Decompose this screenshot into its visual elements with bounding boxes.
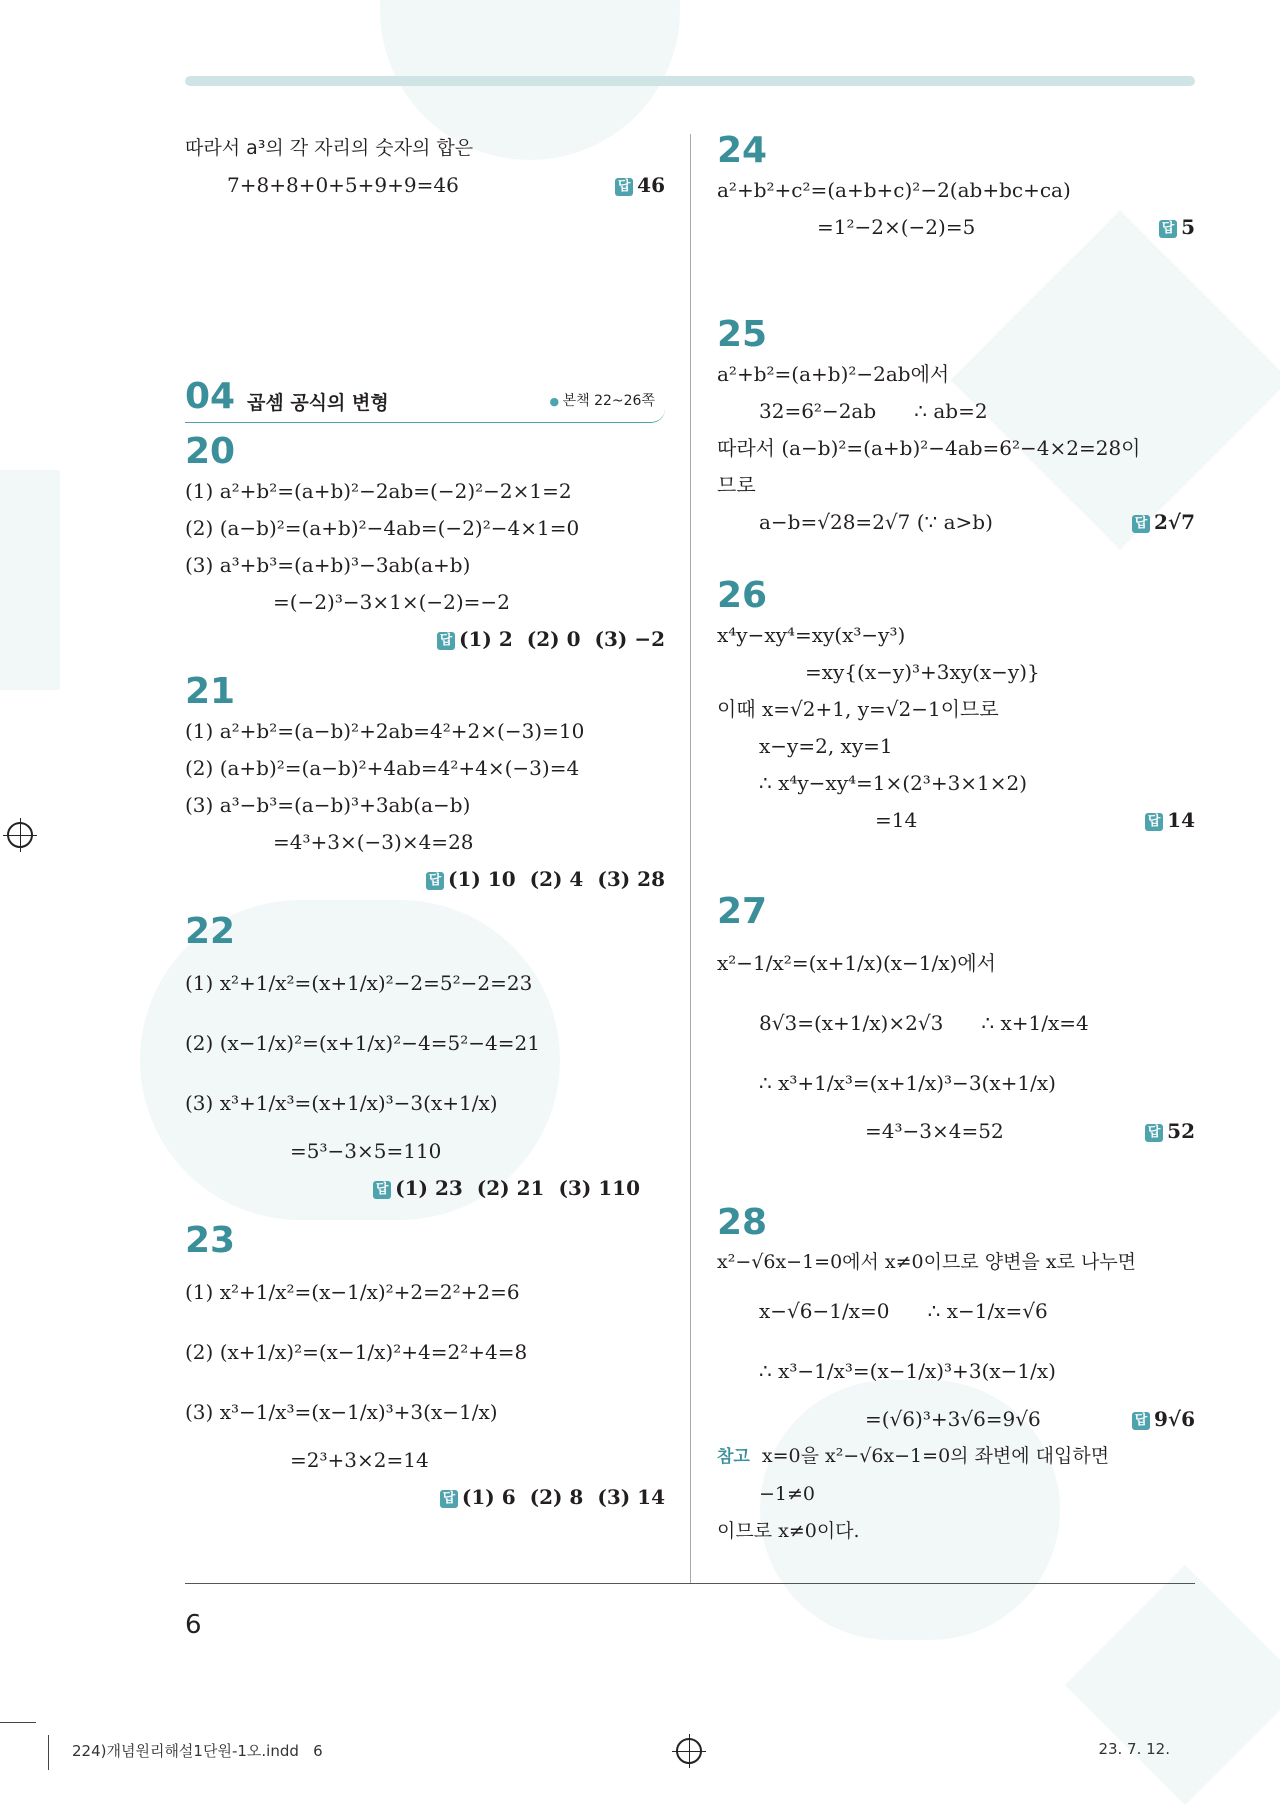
answer-value: (1) 2 [459,627,513,651]
answer-value: (3) −2 [594,627,665,651]
page-number: 6 [185,1610,202,1640]
solution-line: (2) (a+b)²=(a−b)²+4ab=4²+4×(−3)=4 [185,756,580,780]
answer-value: (2) 21 [476,1176,545,1200]
answer-value: (1) 6 [461,1485,516,1509]
solution-line-with-answer [717,209,1195,246]
right-column [717,130,1195,1550]
problem-number: 28 [717,1202,768,1243]
problem-number: 26 [717,575,768,616]
answer-badge: 답 [1132,1412,1150,1430]
crop-mark [48,1735,49,1770]
solution-line: x−√6−1/x=0 ∴ x−1/x=√6 [759,1299,1048,1323]
solution-expr: =(√6)³+3√6=9√6 [865,1407,1041,1431]
answer [1159,209,1195,246]
answer-badge: 답 [1132,515,1150,533]
solution-line: a²+b²+c²=(a+b+c)²−2(ab+bc+ca) [717,178,1071,202]
answer-badge: 답 [440,1490,458,1508]
answer-badge: 답 [373,1181,391,1199]
section-header [185,374,665,423]
solution-line: ∴ x³−1/x³=(x−1/x)³+3(x−1/x) [759,1359,1056,1383]
problem-number: 20 [185,431,236,472]
answer [185,1170,640,1206]
registration-mark-icon [676,1738,702,1764]
answer [1132,504,1195,541]
solution-line: ∴ x⁴y−xy⁴=1×(2³+3×1×2) [759,771,1028,795]
watermark-shape [0,470,60,690]
problem-number: 22 [185,911,236,952]
solution-expr: =4³−3×4=52 [865,1119,1004,1143]
answer [185,621,665,657]
solution-expr: =1²−2×(−2)=5 [817,215,976,239]
answer [185,1479,665,1515]
registration-mark-icon [7,822,33,848]
solution-expr: a−b=√28=2√7 (∵ a>b) [759,510,993,534]
answer-value: 52 [1167,1119,1195,1143]
solution-line-with-answer [717,802,1195,839]
solution-line: (3) a³−b³=(a−b)³+3ab(a−b) [185,793,471,817]
solution-line: =2³+3×2=14 [290,1448,429,1472]
solution-line: (1) a²+b²=(a−b)²+2ab=4²+2×(−3)=10 [185,719,585,743]
answer-value: (2) 0 [526,627,581,651]
solution-line: ∴ x³+1/x³=(x+1/x)³−3(x+1/x) [759,1071,1056,1095]
footer-filename: 224)개념원리해설1단원-1오.indd 6 [72,1742,323,1760]
solution-line: (2) (x−1/x)²=(x+1/x)²−4=5²−4=21 [185,1031,540,1055]
answer-value: 46 [637,173,665,197]
answer-value: (2) 8 [529,1485,584,1509]
intro-text: 따라서 a³의 각 자리의 숫자의 합은 [185,137,474,159]
column-divider [690,134,691,1584]
answer [1145,1113,1195,1150]
section-number: 04 [185,376,236,417]
solution-line: 8√3=(x+1/x)×2√3 ∴ x+1/x=4 [759,1011,1089,1035]
solution-line: x²−1/x²=(x+1/x)(x−1/x)에서 [717,951,996,975]
answer-value: (3) 14 [597,1485,665,1509]
solution-line: =5³−3×5=110 [290,1139,442,1163]
answer-value: (1) 10 [447,867,516,891]
solution-line-with-answer [717,504,1195,541]
solution-line: =(−2)³−3×1×(−2)=−2 [273,590,510,614]
solution-line: 따라서 (a−b)²=(a+b)²−4ab=6²−4×2=28이 [717,436,1141,460]
answer-badge: 답 [437,632,455,650]
answer [1132,1401,1195,1438]
watermark-shape [1065,1565,1280,1805]
solution-line: 므로 [717,473,756,497]
crop-mark [0,1722,36,1723]
solution-line: x²−√6x−1=0에서 x≠0이므로 양변을 x로 나누면 [717,1251,1137,1273]
problem-number: 24 [717,130,768,171]
note-label: 참고 [717,1447,750,1467]
solution-line: 이때 x=√2+1, y=√2−1이므로 [717,697,999,721]
problem-number: 23 [185,1220,236,1261]
solution-line: (1) x²+1/x²=(x+1/x)²−2=5²−2=23 [185,971,533,995]
problem-number: 21 [185,671,236,712]
answer-value: (3) 28 [597,867,665,891]
solution-expr: =14 [875,808,918,832]
solution-line: (3) x³−1/x³=(x−1/x)³+3(x−1/x) [185,1400,498,1424]
answer-badge: 답 [1159,220,1177,238]
answer-badge: 답 [1145,813,1163,831]
problem-number: 25 [717,314,768,355]
solution-line-with-answer [717,1113,1195,1150]
answer-badge: 답 [426,872,444,890]
answer-value: 9√6 [1154,1407,1195,1431]
answer-value: 5 [1181,215,1195,239]
solution-line: x−y=2, xy=1 [759,734,893,758]
footer-rule [185,1583,1195,1584]
solution-line: (2) (a−b)²=(a+b)²−4ab=(−2)²−4×1=0 [185,516,580,540]
section-title: 곱셈 공식의 변형 [247,392,389,414]
solution-line: (2) (x+1/x)²=(x−1/x)²+4=2²+4=8 [185,1340,528,1364]
answer-badge: 답 [615,178,633,196]
note-text: x=0을 x²−√6x−1=0의 좌변에 대입하면 [761,1445,1110,1467]
answer [185,861,665,897]
solution-line: x⁴y−xy⁴=xy(x³−y³) [717,623,906,647]
answer-value: (1) 23 [395,1176,463,1200]
answer-value: (3) 110 [558,1176,640,1200]
solution-line: 32=6²−2ab ∴ ab=2 [759,399,988,423]
solution-line: (1) a²+b²=(a+b)²−2ab=(−2)²−2×1=2 [185,479,572,503]
answer-badge: 답 [1145,1124,1163,1142]
solution-line: (1) x²+1/x²=(x−1/x)²+2=2²+2=6 [185,1280,520,1304]
solution-line-with-answer [717,1401,1195,1438]
answer-value: 14 [1167,808,1195,832]
footer-date: 23. 7. 12. [1098,1740,1170,1758]
solution-line: =xy{(x−y)³+3xy(x−y)} [805,660,1040,684]
intro-sum-expr: 7+8+8+0+5+9+9=46 [227,173,459,197]
note-text: −1≠0 [759,1483,816,1505]
answer [1145,802,1195,839]
solution-line: a²+b²=(a+b)²−2ab에서 [717,362,950,386]
left-column [185,130,665,1515]
section-reference: ● 본책 22~26쪽 [550,390,656,410]
problem-number: 27 [717,891,768,932]
header-bar [185,76,1195,86]
solution-line: =4³+3×(−3)×4=28 [273,830,474,854]
answer-value: (2) 4 [529,867,584,891]
answer [615,167,665,204]
solution-line: (3) x³+1/x³=(x+1/x)³−3(x+1/x) [185,1091,498,1115]
answer-value: 2√7 [1154,510,1195,534]
intro-sum [185,167,665,204]
note [717,1438,1195,1476]
solution-line: (3) a³+b³=(a+b)³−3ab(a+b) [185,553,471,577]
note-text: 이므로 x≠0이다. [717,1520,860,1542]
